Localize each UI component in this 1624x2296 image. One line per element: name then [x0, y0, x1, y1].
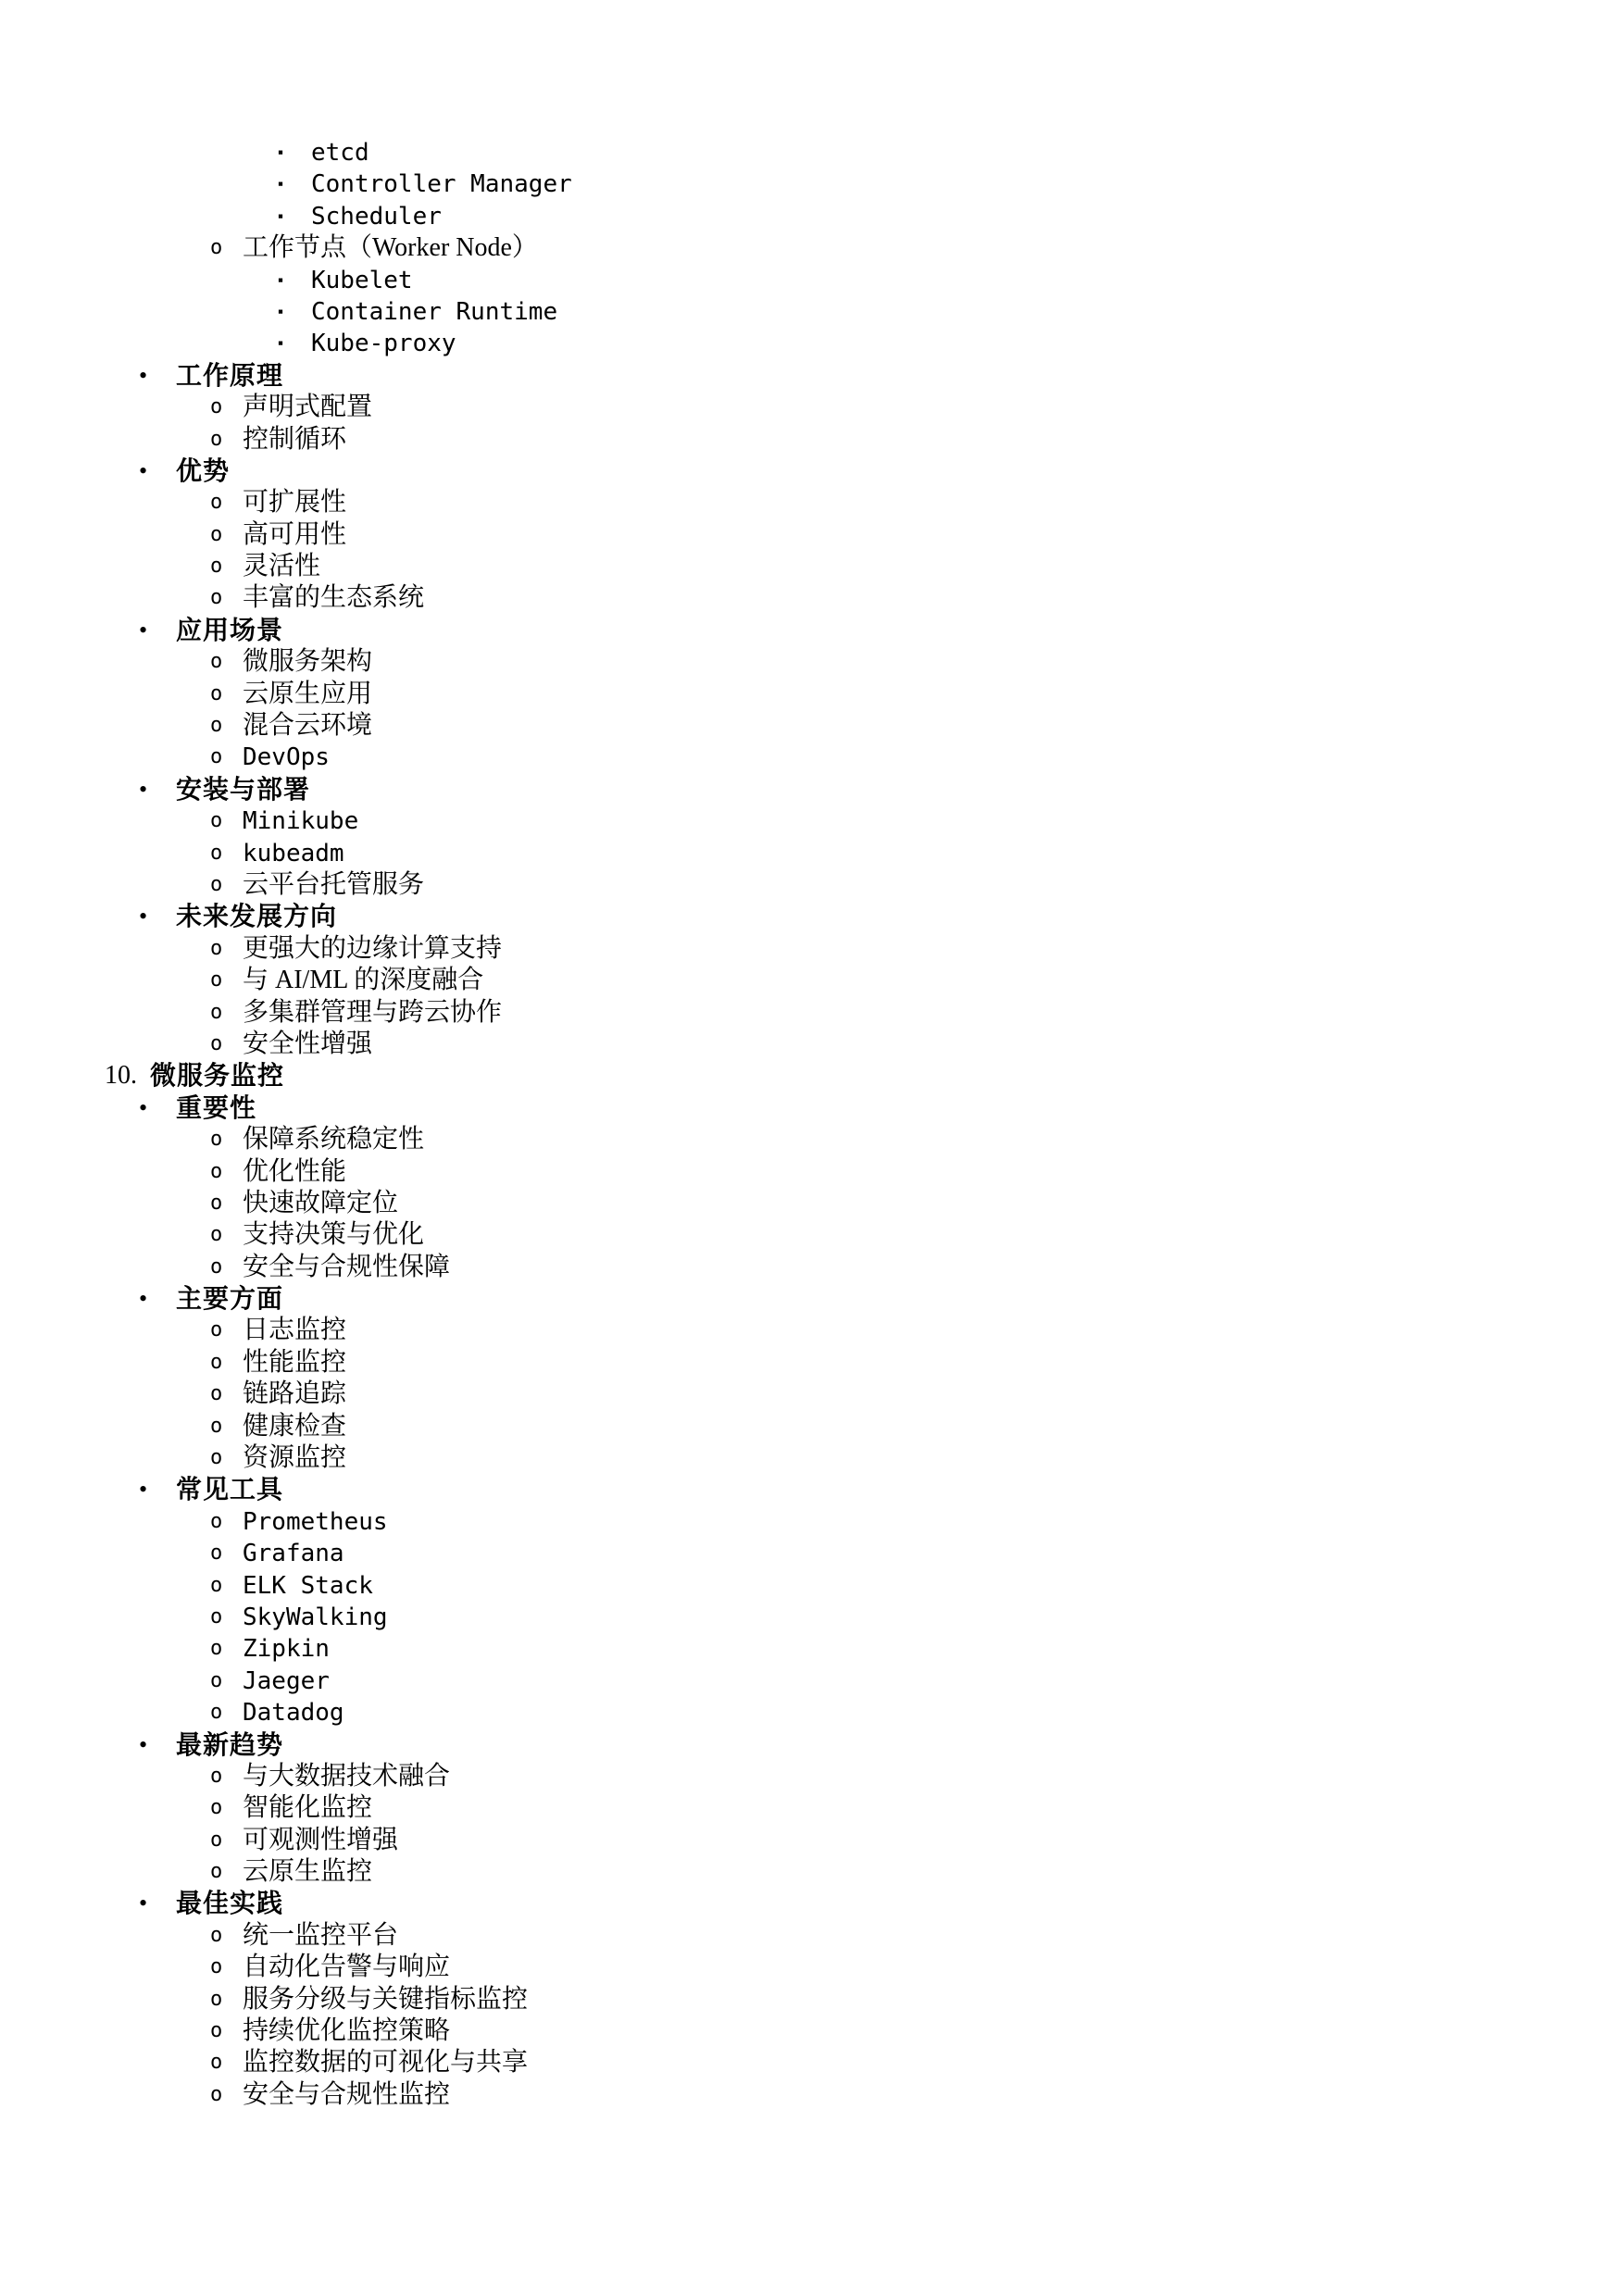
- bullet-circle-icon: o: [210, 1987, 223, 2011]
- list-item: [0, 1633, 1624, 1665]
- list-item-label: Controller Manager: [311, 170, 572, 199]
- list-item-label: Grafana: [243, 1540, 344, 1568]
- list-item-label: 云平台托管服务: [243, 869, 425, 899]
- list-item-label: 微服务监控: [150, 1061, 285, 1091]
- list-item-label: 混合云环境: [243, 711, 373, 741]
- list-item-label: 快速故障定位: [243, 1188, 399, 1217]
- list-item-label: 服务分级与关键指标监控: [243, 1984, 529, 2014]
- list-item-label: 安装与部署: [176, 774, 311, 804]
- list-item-label: ELK Stack: [243, 1571, 373, 1600]
- list-item-label: 多集群管理与跨云协作: [243, 997, 503, 1027]
- list-item: [0, 392, 1624, 423]
- list-item: [0, 869, 1624, 901]
- list-item: [0, 679, 1624, 710]
- list-item: [0, 232, 1624, 264]
- list-item: [0, 1156, 1624, 1188]
- list-item: [0, 519, 1624, 551]
- bullet-circle-icon: o: [210, 2019, 223, 2043]
- list-item: [0, 1219, 1624, 1251]
- list-item-label: 工作原理: [176, 360, 284, 390]
- list-item-label: 更强大的边缘计算支持: [243, 933, 503, 963]
- bullet-circle-icon: o: [210, 586, 223, 610]
- list-item-label: 应用场景: [176, 615, 284, 644]
- bullet-circle-icon: o: [210, 841, 223, 865]
- list-item: [0, 1252, 1624, 1283]
- list-item: [0, 774, 1624, 805]
- list-item: [0, 1283, 1624, 1315]
- list-item-label: 常见工具: [176, 1475, 284, 1504]
- bullet-circle-icon: o: [210, 1382, 223, 1406]
- bullet-circle-icon: o: [210, 1828, 223, 1852]
- list-item: [0, 615, 1624, 646]
- list-item: [0, 1411, 1624, 1442]
- bullet-square-icon: ▪: [278, 206, 284, 225]
- list-item-label: 健康检查: [243, 1411, 347, 1441]
- list-item-label: 主要方面: [176, 1284, 284, 1314]
- bullet-circle-icon: o: [210, 809, 223, 833]
- list-item: [0, 2079, 1624, 2111]
- list-item-label: 重要性: [176, 1092, 257, 1122]
- list-item-label: etcd: [311, 139, 369, 167]
- list-item-label: 与 AI/ML 的深度融合: [243, 966, 484, 995]
- bullet-circle-icon: o: [210, 872, 223, 896]
- bullet-circle-icon: o: [210, 1031, 223, 1055]
- bullet-square-icon: ▪: [278, 334, 284, 353]
- bullet-disc-icon: •: [139, 903, 148, 930]
- bullet-disc-icon: •: [139, 1890, 148, 1917]
- list-item: [0, 1060, 1624, 1092]
- bullet-circle-icon: o: [210, 1223, 223, 1247]
- list-item-label: 与大数据技术融合: [243, 1761, 451, 1791]
- list-item: [0, 201, 1624, 232]
- list-item-label: kubeadm: [243, 839, 344, 867]
- bullet-circle-icon: o: [210, 1955, 223, 1979]
- bullet-disc-icon: •: [139, 1285, 148, 1313]
- list-item-label: Datadog: [243, 1699, 344, 1728]
- bullet-circle-icon: o: [210, 522, 223, 546]
- bullet-square-icon: ▪: [278, 175, 284, 193]
- list-item-label: Kube-proxy: [311, 330, 456, 358]
- list-item: [0, 296, 1624, 328]
- list-item: [0, 2047, 1624, 2078]
- list-item-label: 优势: [176, 455, 231, 485]
- bullet-circle-icon: o: [210, 1604, 223, 1628]
- list-item: [0, 1092, 1624, 1124]
- list-item-label: DevOps: [243, 743, 330, 772]
- list-item-label: 未来发展方向: [176, 902, 338, 931]
- list-item: [0, 1188, 1624, 1219]
- list-item: [0, 360, 1624, 392]
- bullet-circle-icon: o: [210, 555, 223, 579]
- list-item: [0, 328, 1624, 359]
- bullet-disc-icon: •: [139, 1730, 148, 1758]
- list-item-label: 安全性增强: [243, 1029, 373, 1058]
- list-item: [0, 424, 1624, 455]
- list-item-label: 最佳实践: [176, 1889, 284, 1918]
- bullet-circle-icon: o: [210, 1191, 223, 1215]
- list-item-label: 云原生监控: [243, 1857, 373, 1887]
- list-item-label: 工作节点（Worker Node）: [243, 233, 538, 263]
- bullet-circle-icon: o: [210, 1254, 223, 1279]
- list-item: [0, 1029, 1624, 1060]
- list-item: [0, 137, 1624, 168]
- bullet-circle-icon: o: [210, 427, 223, 451]
- list-item: [0, 265, 1624, 296]
- bullet-circle-icon: o: [210, 1000, 223, 1024]
- bullet-disc-icon: •: [139, 361, 148, 389]
- list-item: [0, 1315, 1624, 1346]
- list-item: [0, 487, 1624, 518]
- list-item: [0, 551, 1624, 582]
- bullet-square-icon: ▪: [278, 144, 284, 161]
- bullet-circle-icon: o: [210, 236, 223, 260]
- list-item-label: Kubelet: [311, 266, 413, 294]
- list-item-label: 可扩展性: [243, 488, 347, 518]
- list-item: [0, 1761, 1624, 1792]
- bullet-circle-icon: o: [210, 1318, 223, 1342]
- bullet-disc-icon: •: [139, 1476, 148, 1504]
- list-item-label: 监控数据的可视化与共享: [243, 2048, 529, 2078]
- list-item-label: 云原生应用: [243, 679, 373, 708]
- bullet-circle-icon: o: [210, 1860, 223, 1884]
- bullet-circle-icon: o: [210, 1128, 223, 1152]
- bullet-circle-icon: o: [210, 1159, 223, 1183]
- list-item-label: Container Runtime: [311, 297, 558, 326]
- list-item: [0, 965, 1624, 996]
- bullet-circle-icon: o: [210, 1509, 223, 1533]
- list-item: [0, 1920, 1624, 1952]
- list-item-label: 自动化告警与响应: [243, 1953, 451, 1982]
- list-item-label: 微服务架构: [243, 647, 373, 677]
- list-item-label: 优化性能: [243, 1156, 347, 1186]
- list-item-label: 最新趋势: [176, 1729, 284, 1759]
- list-item: [0, 838, 1624, 869]
- bullet-circle-icon: o: [210, 1637, 223, 1661]
- list-item: [0, 455, 1624, 487]
- list-item: [0, 1124, 1624, 1155]
- list-item: [0, 933, 1624, 965]
- outline-list: [0, 137, 1624, 2111]
- list-item: [0, 1442, 1624, 1474]
- bullet-disc-icon: •: [139, 1093, 148, 1121]
- bullet-circle-icon: o: [210, 1923, 223, 1947]
- list-item-label: 安全与合规性保障: [243, 1252, 451, 1281]
- bullet-circle-icon: o: [210, 1541, 223, 1566]
- list-item: [0, 1984, 1624, 2015]
- list-item-label: 统一监控平台: [243, 1920, 399, 1950]
- list-item-label: 资源监控: [243, 1443, 347, 1473]
- list-item: [0, 646, 1624, 678]
- bullet-circle-icon: o: [210, 936, 223, 960]
- list-item-label: 可观测性增强: [243, 1825, 399, 1854]
- list-item-label: 声明式配置: [243, 393, 373, 422]
- bullet-circle-icon: o: [210, 1446, 223, 1470]
- list-item: [0, 2015, 1624, 2047]
- bullet-square-icon: ▪: [278, 302, 284, 320]
- list-item: [0, 1697, 1624, 1728]
- list-item: [0, 1729, 1624, 1761]
- bullet-circle-icon: o: [210, 1796, 223, 1820]
- list-item-label: 安全与合规性监控: [243, 2079, 451, 2109]
- list-item-label: 灵活性: [243, 552, 321, 581]
- list-item: [0, 1602, 1624, 1633]
- list-item: [0, 1379, 1624, 1410]
- list-item: [0, 1347, 1624, 1379]
- list-item: [0, 1570, 1624, 1602]
- list-item-label: Prometheus: [243, 1507, 388, 1536]
- list-item: [0, 1792, 1624, 1824]
- list-item: [0, 742, 1624, 773]
- list-item: [0, 1888, 1624, 1919]
- list-item: [0, 805, 1624, 837]
- bullet-circle-icon: o: [210, 650, 223, 674]
- list-item: [0, 1506, 1624, 1538]
- list-item-label: Minikube: [243, 807, 359, 836]
- list-item: [0, 168, 1624, 200]
- bullet-circle-icon: o: [210, 2082, 223, 2106]
- bullet-circle-icon: o: [210, 491, 223, 515]
- bullet-disc-icon: •: [139, 456, 148, 484]
- list-item: [0, 1666, 1624, 1697]
- bullet-circle-icon: o: [210, 1350, 223, 1374]
- bullet-disc-icon: •: [139, 775, 148, 803]
- list-item-label: 控制循环: [243, 424, 347, 454]
- list-item-label: Scheduler: [311, 202, 442, 231]
- bullet-circle-icon: o: [210, 2051, 223, 2075]
- bullet-disc-icon: •: [139, 616, 148, 643]
- bullet-circle-icon: o: [210, 968, 223, 992]
- list-item-label: 智能化监控: [243, 1793, 373, 1823]
- list-item: [0, 901, 1624, 932]
- list-item: [0, 997, 1624, 1029]
- list-item: [0, 582, 1624, 614]
- bullet-circle-icon: o: [210, 1573, 223, 1597]
- list-item: [0, 1474, 1624, 1505]
- list-item-label: 性能监控: [243, 1347, 347, 1377]
- list-item-label: Zipkin: [243, 1635, 330, 1664]
- list-item-label: Jaeger: [243, 1666, 330, 1695]
- list-item: [0, 1952, 1624, 1983]
- bullet-circle-icon: o: [210, 1764, 223, 1788]
- list-item-label: SkyWalking: [243, 1603, 388, 1631]
- bullet-circle-icon: o: [210, 1414, 223, 1438]
- list-item-label: 丰富的生态系统: [243, 583, 425, 613]
- list-item: [0, 1538, 1624, 1569]
- list-item-label: 持续优化监控策略: [243, 2016, 451, 2046]
- bullet-circle-icon: o: [210, 395, 223, 419]
- bullet-circle-icon: o: [210, 714, 223, 738]
- list-item-label: 链路追踪: [243, 1379, 347, 1409]
- list-number: 10.: [105, 1061, 137, 1091]
- bullet-circle-icon: o: [210, 1701, 223, 1725]
- list-item: [0, 710, 1624, 742]
- list-item-label: 支持决策与优化: [243, 1220, 425, 1250]
- list-item-label: 保障系统稳定性: [243, 1125, 425, 1154]
- bullet-circle-icon: o: [210, 681, 223, 705]
- bullet-square-icon: ▪: [278, 270, 284, 289]
- list-item-label: 日志监控: [243, 1316, 347, 1345]
- list-item-label: 高可用性: [243, 519, 347, 549]
- bullet-circle-icon: o: [210, 1668, 223, 1692]
- list-item: [0, 1856, 1624, 1888]
- list-item: [0, 1825, 1624, 1856]
- bullet-circle-icon: o: [210, 745, 223, 769]
